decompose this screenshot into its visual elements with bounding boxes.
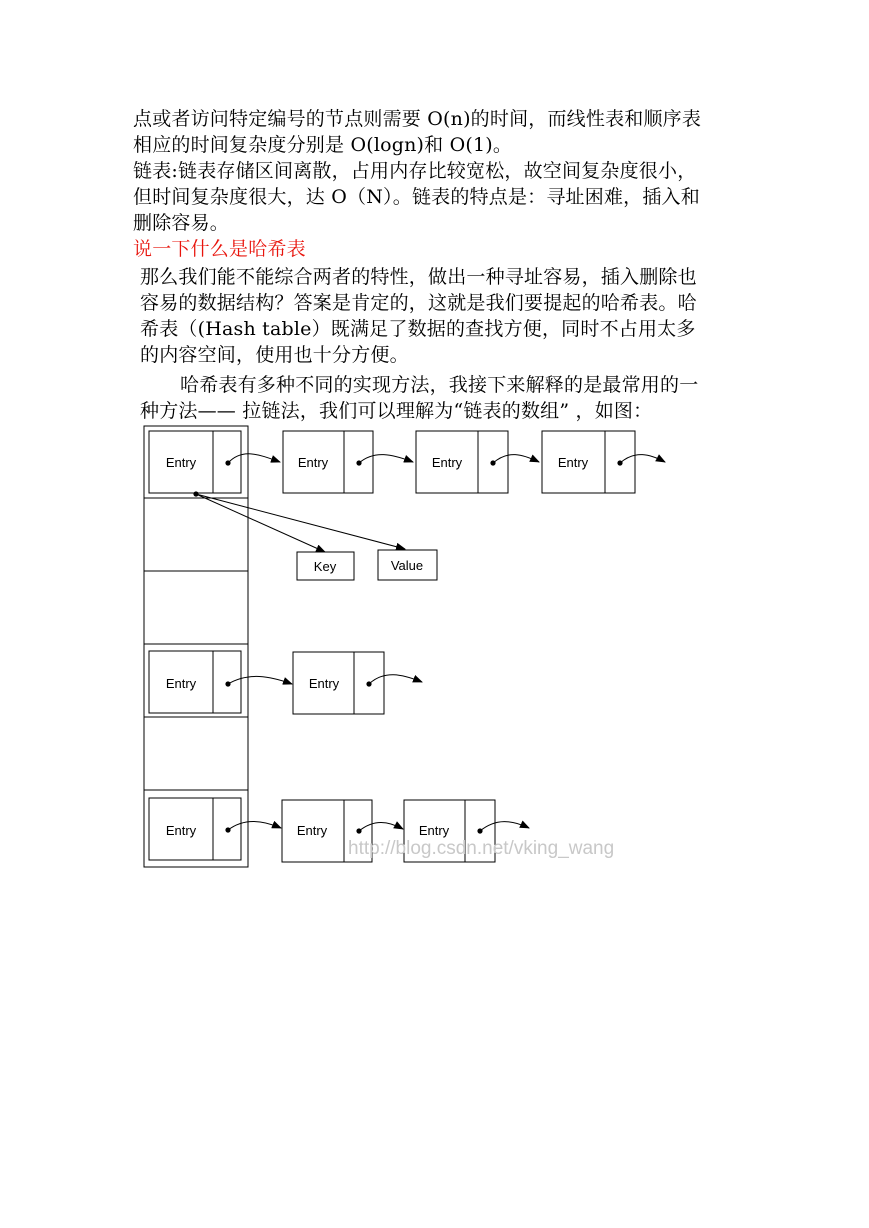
entry-label: Entry <box>296 823 328 838</box>
entry-label: Entry <box>557 455 589 470</box>
value-label: Value <box>390 558 424 573</box>
pointer-arrow <box>228 676 292 684</box>
entry-label: Entry <box>418 823 450 838</box>
watermark: http://blog.csdn.net/vking_wang <box>348 838 615 859</box>
pointer-arrow <box>369 675 422 684</box>
section-heading: 说一下什么是哈希表 <box>133 238 306 260</box>
text-line: 链表:链表存储区间离散，占用内存比较宽松，故空间复杂度很小， <box>133 160 697 182</box>
pointer-arrow <box>359 455 413 463</box>
text-line: 但时间复杂度很大，达 O（N）。链表的特点是：寻址困难，插入和 <box>133 186 700 208</box>
pointer-dot <box>366 681 371 686</box>
entry-label: Entry <box>165 823 197 838</box>
pointer-arrow <box>480 822 529 831</box>
hash-table-diagram <box>130 418 730 878</box>
pointer-dot <box>490 460 495 465</box>
entry-label: Entry <box>165 676 197 691</box>
pointer-dot <box>617 460 622 465</box>
pointer-dot <box>356 460 361 465</box>
pointer-arrow <box>359 823 403 832</box>
pointer-dot <box>477 828 482 833</box>
text-line: 希表（(Hash table）既满足了数据的查找方便，同时不占用太多 <box>140 318 696 340</box>
pointer-dot <box>356 828 361 833</box>
pointer-arrow <box>493 455 539 463</box>
entry-label: Entry <box>297 455 329 470</box>
text-line: 删除容易。 <box>133 212 230 234</box>
pointer-dot <box>225 460 230 465</box>
pointer-dot <box>225 827 230 832</box>
entry-label: Entry <box>308 676 340 691</box>
text-line: 那么我们能不能综合两者的特性，做出一种寻址容易，插入删除也 <box>140 266 697 288</box>
entry-label: Entry <box>431 455 463 470</box>
pointer-dot <box>225 681 230 686</box>
text-line: 的内容空间，使用也十分方便。 <box>140 344 409 366</box>
text-line: 种方法—— 拉链法，我们可以理解为“链表的数组” ，如图： <box>140 400 653 422</box>
text-line: 哈希表有多种不同的实现方法，我接下来解释的是最常用的一 <box>180 374 699 396</box>
pointer-arrow <box>228 822 281 831</box>
pointer-dot <box>193 491 198 496</box>
pointer-arrow <box>620 455 665 463</box>
text-line: 点或者访问特定编号的节点则需要 O(n)的时间，而线性表和顺序表 <box>133 108 702 130</box>
pointer-arrow <box>228 454 280 463</box>
text-line: 容易的数据结构？答案是肯定的，这就是我们要提起的哈希表。哈 <box>140 292 697 314</box>
key-label: Key <box>313 559 337 574</box>
entry-label: Entry <box>165 455 197 470</box>
text-line: 相应的时间复杂度分别是 O(logn)和 O(1)。 <box>133 134 513 156</box>
